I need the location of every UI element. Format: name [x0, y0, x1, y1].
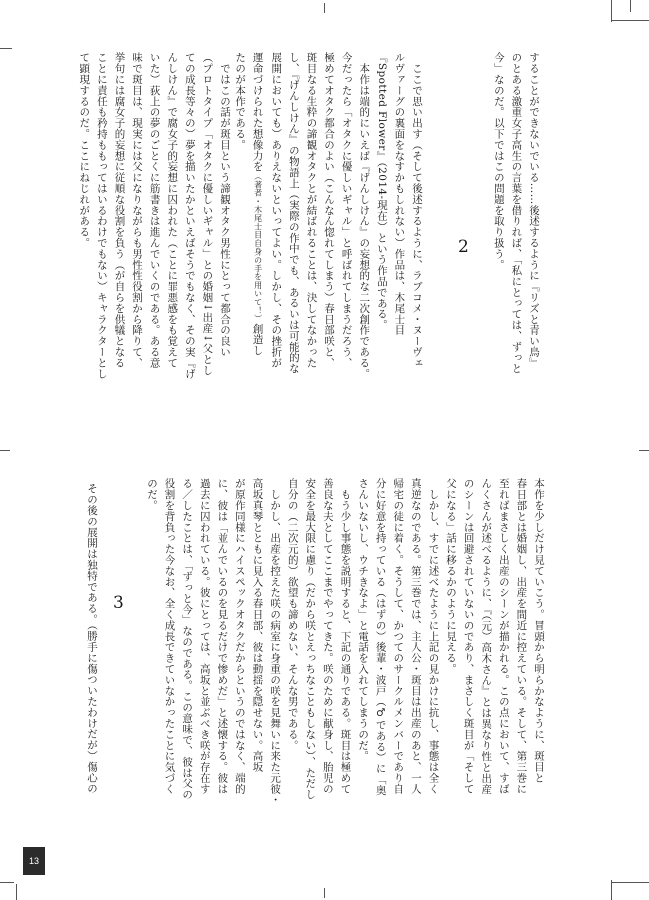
upper-right-line: る／したことは、「ずっと今」なのである。この意味で、彼は父の: [181, 478, 194, 800]
section-2b-line: んしけん』で腐女子的妄想に囚われた（ことに罪悪感をも覚えて: [166, 52, 179, 369]
upper-right-line: しかし、出産を控えた咲の病室に身重の咲を見舞いに来た元彼・: [269, 478, 282, 805]
crop-mark-bottom-right-h: [612, 882, 649, 883]
intro-line: することができないでいる……後述するように『リズと青い鳥』: [528, 52, 540, 369]
upper-right-line: 自分の（二次元的）欲望も諦めない、そんな男である。: [286, 478, 299, 751]
upper-right-line: 帰宅の徒に着く。そうして、かつてのサークルメンバーであり自: [392, 478, 405, 795]
section-2b-line: 味で斑目は、現実には父になりながらも男性性役割から降りて、: [131, 52, 144, 369]
crop-mark-mid-left: [0, 450, 10, 451]
upper-right-line: しかし、すでに述べたように上記の見かけに抗し、事態は全く: [427, 478, 440, 795]
section-heading-3: 3: [113, 593, 124, 613]
upper-right-line: さんいないし、ウチきなよ」と電話を入れてしまうのだ。: [357, 478, 370, 762]
text-block-upper-right: [142, 478, 547, 873]
upper-right-line: 高坂真琴とともに見入る春日部、彼は動揺を隠せない。高坂: [251, 478, 264, 773]
section-2b-line: 挙句には腐女子的妄想に従順な役割を負う（が自らを供犠となる: [113, 52, 126, 369]
section-2b-line: （プロトタイプ「オタクに優しいギャル」との婚姻↓出産↓父とし: [201, 52, 214, 376]
crop-mark-top-right-h: [612, 20, 649, 21]
text-block-section-3: [70, 483, 100, 873]
upper-right-line: 父になる」話に移るかのように見える。: [445, 478, 458, 675]
section-2-line: 今だったら「オタクに優しいギャル」と呼ばれてしまうだろう、: [340, 52, 353, 369]
section-2b-line: ての成長等々の）夢を描いたかといえばそうでもなく、その実『げ: [183, 52, 196, 379]
section-2-line: 斑目なる生粋の諦観オタクとが結ばれることは、決してなかった: [305, 52, 318, 369]
section-2b-line: て顕現するのだ。ここにねじれがある。: [78, 52, 91, 249]
intro-line: 今」なのだ。以下ではこの問題を取り扱う。: [492, 52, 505, 270]
upper-right-line: 分に好意を持っている（はずの）後輩・波戸（♂である）に「奥: [374, 478, 387, 796]
crop-mark-bottom-center: [324, 888, 325, 898]
upper-right-line: もう少し事態を説明すると、下記の通りである。斑目は極めて: [339, 478, 352, 795]
section-2-line: ここで思い出す（そして後述するように、ラブコメ・ヌーヴェ: [411, 52, 423, 369]
text-block-section-2-continued: [58, 52, 233, 442]
crop-mark-top-right-v2: [630, 0, 631, 12]
upper-right-line: のだ。: [145, 478, 158, 511]
upper-right-line: 安全を最大限に慮り（だから咲とえっちなこともしない）、ただし: [304, 478, 317, 800]
section-2-line: 本作は端的にいえば『げんしけん』の妄想的な二次創作である。: [358, 52, 371, 379]
upper-right-line: 至ればまさしく出産のシーンが描かれる。この点において、すば: [497, 478, 510, 795]
upper-right-line: のシーンは回避されていないのであり、まさしく斑目が「そして: [462, 478, 475, 795]
upper-right-line: 善良な夫としてここまでやってきた。咲のために献身し、胎児の: [321, 478, 334, 795]
section-heading-2: 2: [458, 237, 469, 257]
upper-right-line: んくさんが述べるように、『（元）高木さん』とは異なり性と出産: [480, 478, 493, 795]
section-2b-line: ではこの話が斑目という諦観オタク男性にとって都合の良い: [219, 52, 231, 358]
section-2-line: 『Spotted Flower』（2014-現在）という作品である。: [375, 52, 388, 331]
upper-right-line: 本作を少しだけ見ていこう。冒頭から明らかなように、斑目と: [533, 478, 545, 784]
upper-right-line: に、彼は「並んでいるのを見るだけで惨めだ」と述懐する。彼は: [216, 478, 229, 795]
crop-mark-top-right-v: [611, 0, 612, 22]
upper-right-line: 春日部とは婚姻し、出産を間近に控えている。そして、第三巻に: [515, 478, 528, 795]
intro-line: のとある激重女子高生の言葉を借りれば、「私にとっては、ずっと: [510, 52, 523, 374]
section-2b-line: ことに責任も矜持ももってはいるわけでもない）キャラクターとし: [95, 52, 108, 379]
section-2-line: ルヴァーグの裏面をなすかもしれない）作品は、木尾士目: [393, 52, 406, 336]
section-2-line: 展開においても）ありえないといってよい。しかし、その挫折が: [270, 52, 283, 369]
section-2-line: し、『げんしけん』の物語上（実際の作中でも、あるいは可能的な: [287, 52, 300, 374]
crop-mark-top-left-h: [0, 48, 12, 49]
author-aside: （著者・木尾士目自身の手を用いて！）: [253, 171, 263, 324]
section-3-line: その後の展開は独特である。（勝手に傷ついたわけだが）傷心の: [86, 483, 98, 794]
crop-mark-bottom-left-v: [16, 884, 17, 900]
upper-right-line: が原作同様にハイスペックオタクだからというのではなく、端的: [233, 478, 246, 795]
section-2-line: たのが本作である。: [234, 52, 247, 151]
crop-mark-mid-right: [639, 450, 649, 451]
crop-mark-top-center: [324, 3, 325, 13]
section-2-tail: 創造し: [251, 323, 264, 356]
text-block-section-2: [230, 52, 425, 442]
upper-right-line: 真逆なのである。第三巻では、主人公・斑目は出産のあと、一人: [409, 478, 422, 795]
upper-right-line: 役割を背負った今なお、全く成長できていなかったことに気づく: [163, 478, 176, 795]
section-2-line: 運命づけられた想像力を（著者・木尾士目自身の手を用いて！）創造し: [251, 52, 264, 356]
crop-mark-bottom-right-v: [611, 880, 612, 900]
page-number: 13: [23, 847, 45, 875]
upper-right-line: 過去に囚われている。彼にとっては、高坂と並ぶべき咲が存在す: [198, 478, 211, 795]
section-2-line: 極めてオタク都合のよい（こんなん惚れてしまう）春日部咲と、: [323, 52, 336, 369]
crop-mark-bottom-left-h: [0, 882, 14, 883]
text-block-intro: [462, 52, 542, 442]
section-2b-line: いた）荻上の夢のごとくに筋書きは進んでいくのである。ある意: [148, 52, 161, 369]
